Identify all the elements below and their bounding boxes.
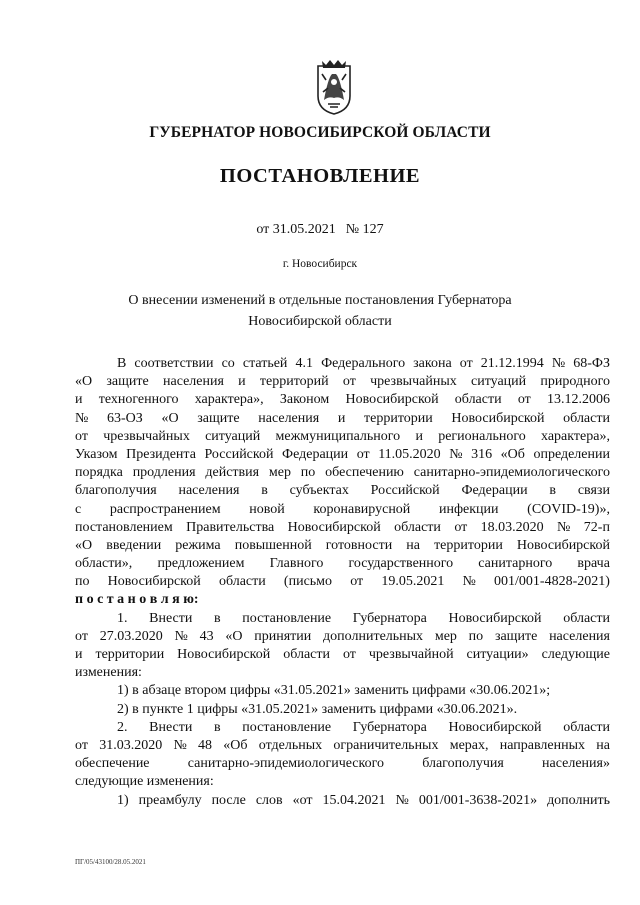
body-line: 1) в абзаце втором цифры «31.05.2021» заменить цифрами «30.06.2021»; <box>117 683 551 699</box>
body-line: 1) преамбулу после слов «от 15.04.2021 № 001/001-3638-2021» дополнить <box>117 792 610 808</box>
body-line: 2) в пункте 1 цифры «31.05.2021» заменить цифрами «30.06.2021». <box>117 701 518 717</box>
body-line: В соответствии со статьей 4.1 Федерального закона от 21.12.1994 № 68-ФЗ <box>117 356 610 371</box>
body-line: «О защите населения и территорий от чрезвычайных ситуаций природного <box>75 374 610 390</box>
subject-line-2: Новосибирской области <box>248 314 392 329</box>
coat-of-arms-icon <box>314 58 354 116</box>
document-number: № 127 <box>345 222 384 237</box>
body-line: с распространением новой коронавирусной инфекции (COVID-19)», <box>75 501 610 517</box>
body-line: и техногенного характера», Законом Новосибирской области от 13.12.2006 <box>75 392 610 408</box>
body-line: от чрезвычайных ситуаций межмуниципального и регионального характера», <box>75 428 610 444</box>
body-line: изменения: <box>75 665 142 681</box>
document-body <box>75 355 610 810</box>
document-city: г. Новосибирск <box>282 258 358 270</box>
body-line: от 27.03.2020 № 43 «О принятии дополнительных мер по защите населения <box>75 628 610 644</box>
governor-heading: ГУБЕРНАТОР НОВОСИБИРСКОЙ ОБЛАСТИ <box>149 124 491 141</box>
body-line: «О введении режима повышенной готовности на территории Новосибирской <box>75 537 610 553</box>
body-line: № 63-ОЗ «О защите населения и территории Новосибирской области <box>75 410 610 426</box>
document-date: от 31.05.2021 <box>256 222 336 237</box>
body-line: порядка продления действия мер по обеспечению санитарно-эпидемиологического <box>75 465 610 481</box>
body-line: п о с т а н о в л я ю: <box>75 592 199 608</box>
body-line: и территории Новосибирской области от чрезвычайной ситуации» следующие <box>75 647 610 662</box>
body-line: постановлением Правительства Новосибирской области от 18.03.2020 № 72-п <box>75 519 610 535</box>
body-line: Указом Президента Российской Федерации от 11.05.2020 № 316 «Об определении <box>75 446 610 462</box>
body-line: благополучия населения в субъектах Российской Федерации в связи <box>75 483 610 499</box>
document-footer-code: ПГ/05/43100/28.05.2021 <box>75 858 146 866</box>
body-line: обеспечение санитарно-эпидемиологического благополучия населения» <box>75 756 610 772</box>
document-type-title: ПОСТАНОВЛЕНИЕ <box>219 165 421 187</box>
body-line: следующие изменения: <box>75 774 214 790</box>
body-line: по Новосибирской области (письмо от 19.05.2021 № 001/001-4828-2021) <box>75 574 610 590</box>
document-subject <box>0 290 640 332</box>
document-date-number <box>0 222 640 238</box>
body-line: 2. Внести в постановление Губернатора Новосибирской области <box>117 719 610 735</box>
body-line: 1. Внести в постановление Губернатора Новосибирской области <box>117 610 610 626</box>
body-line: от 31.03.2020 № 48 «Об отдельных ограничительных мерах, направленных на <box>75 737 610 753</box>
body-line: области», предложением Главного государственного санитарного врача <box>75 556 610 572</box>
subject-line-1: О внесении изменений в отдельные постановления Губернатора <box>128 293 512 308</box>
